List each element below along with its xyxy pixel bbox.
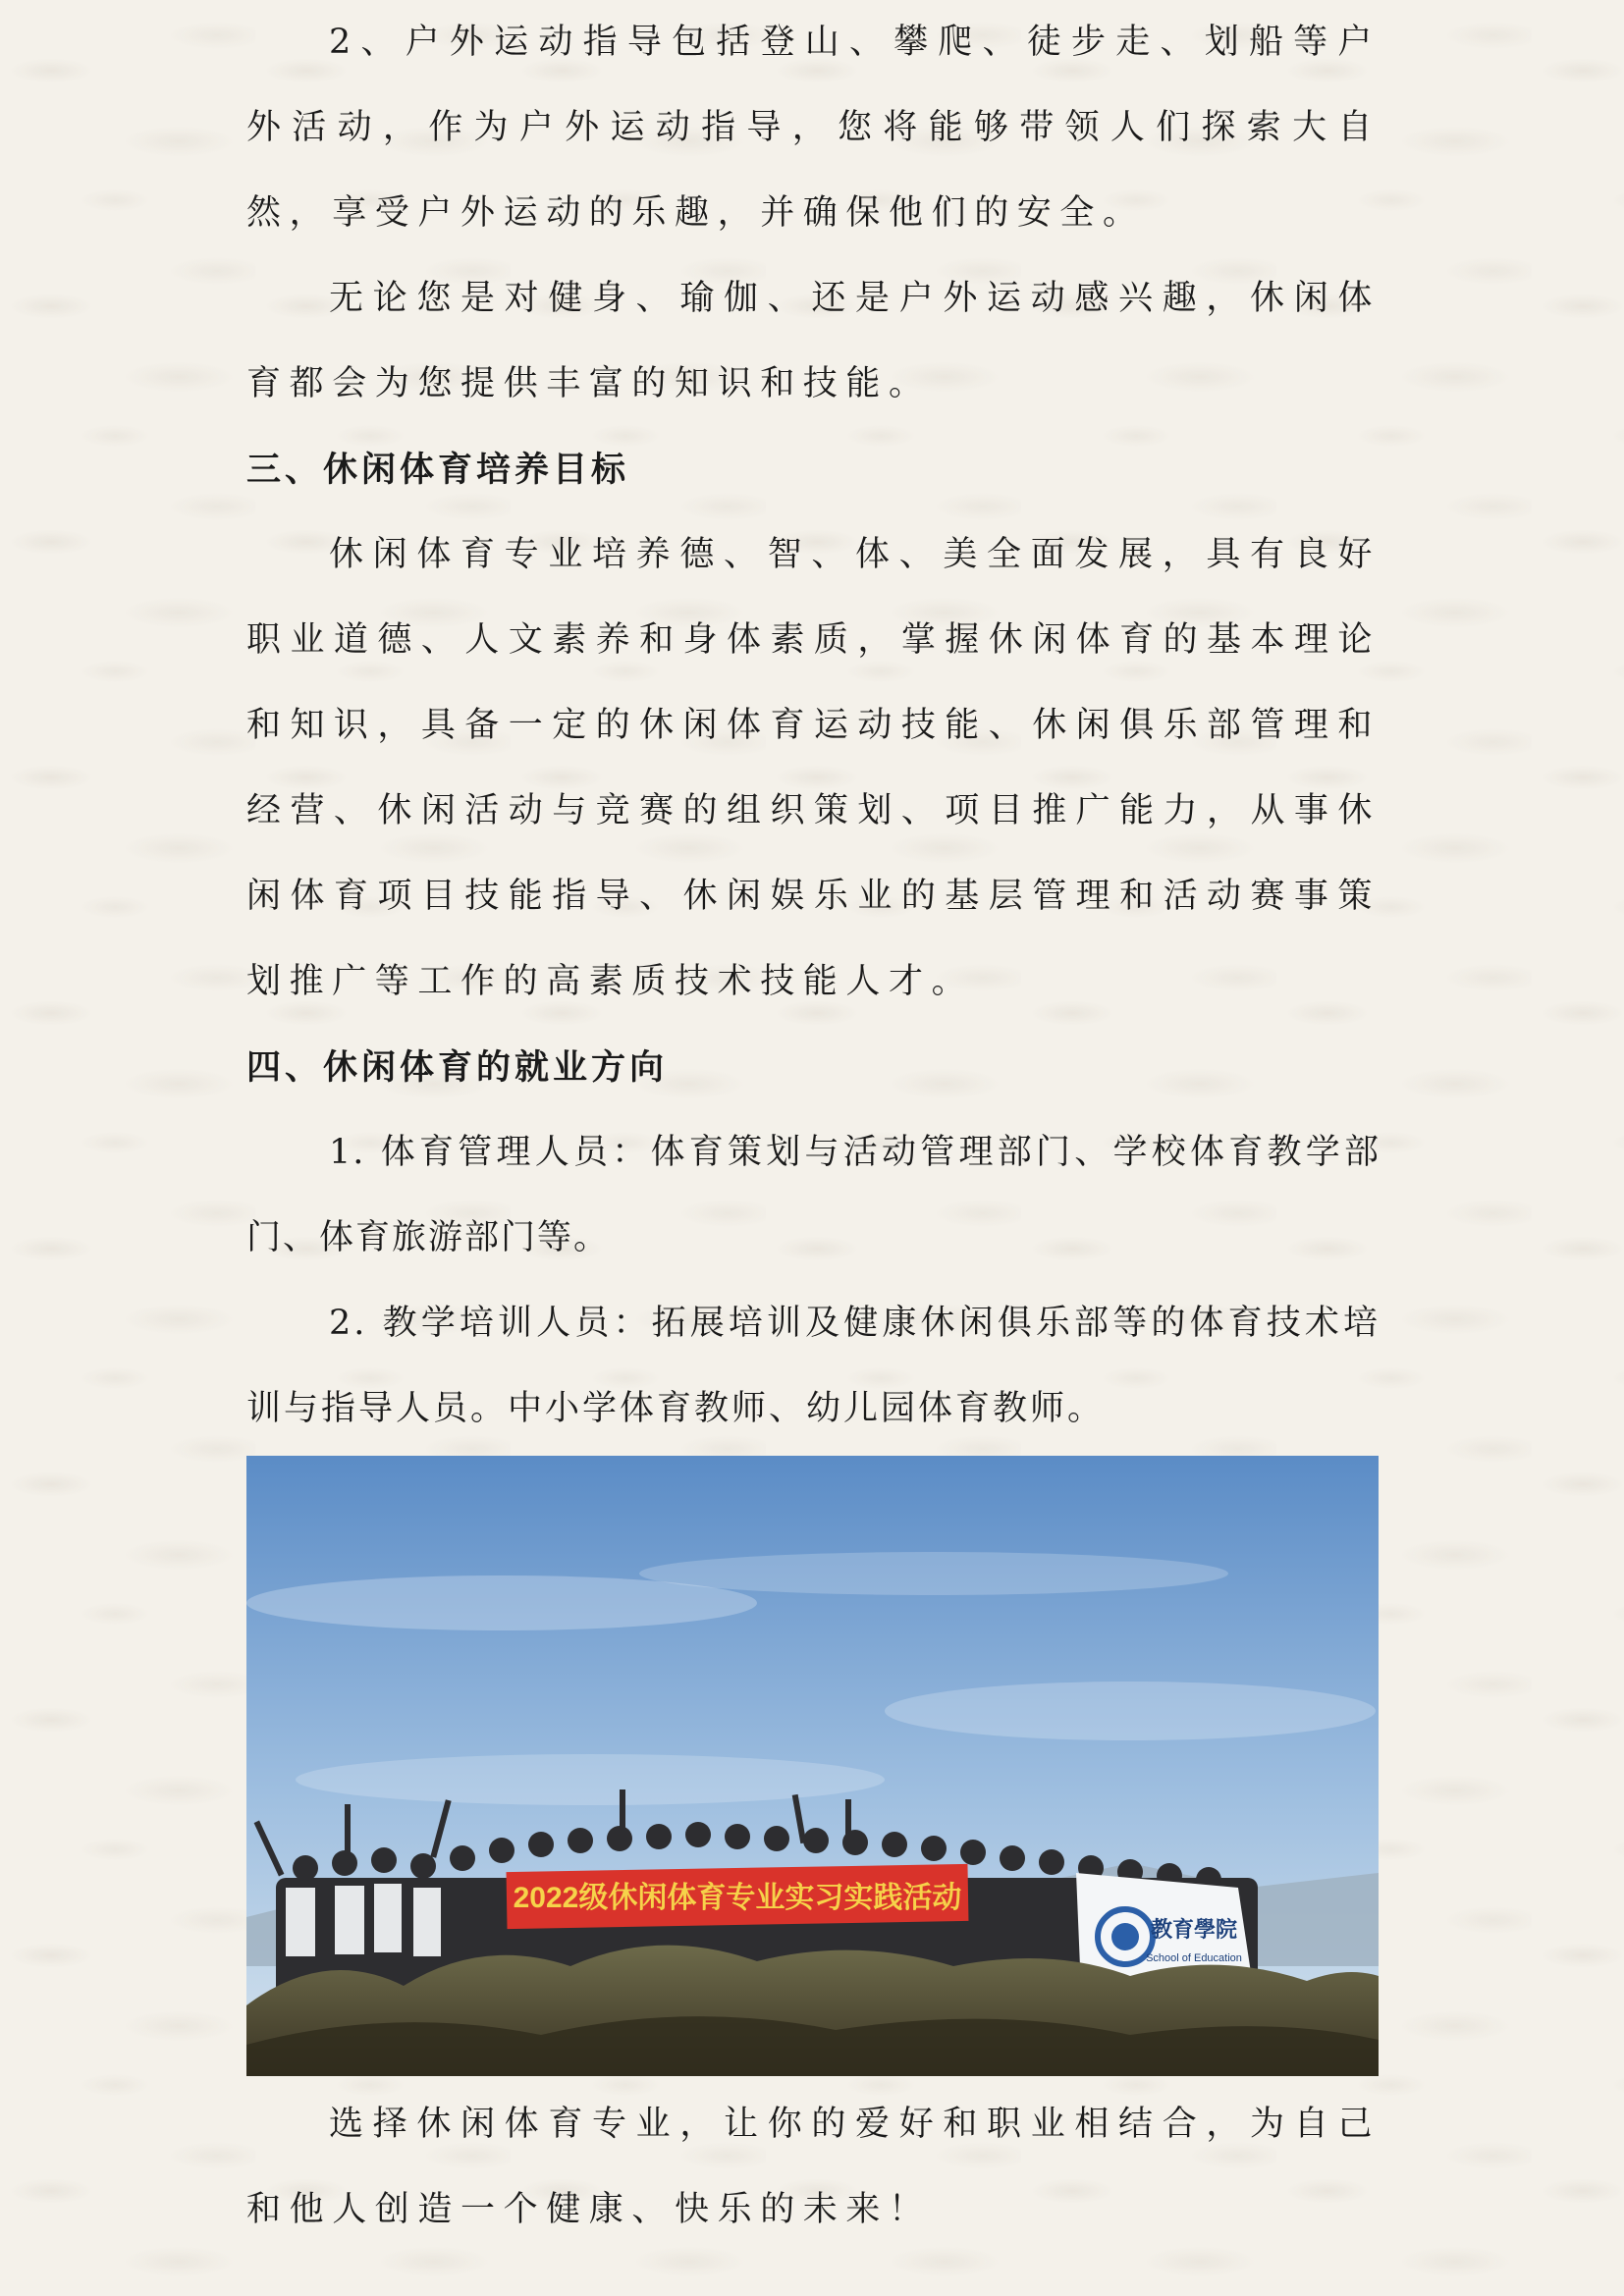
flag-subtext: School of Education: [1146, 1952, 1242, 1964]
paragraph-sports-management: 1. 体育管理人员：体育策划与活动管理部门、学校体育教学部门、体育旅游部门等。: [246, 1133, 1380, 1257]
paragraph-teaching-training: 2. 教学培训人员：拓展培训及健康休闲俱乐部等的体育技术培训与指导人员。中小学体育教师、幼儿园体育教师。: [246, 1304, 1380, 1428]
paragraph-outdoor-guidance: 2、户外运动指导包括登山、攀爬、徒步走、划船等户外活动，作为户外运动指导，您将能够带领人们探索大自然，享受户外运动的乐趣，并确保他们的安全。: [246, 23, 1380, 233]
paragraph-summary: 无论您是对健身、瑜伽、还是户外运动感兴趣，休闲体育都会为您提供丰富的知识和技能。: [246, 279, 1380, 403]
heading-training-goals: 三、休闲体育培养目标: [246, 450, 630, 490]
flag-text: 教育學院: [1150, 1917, 1238, 1943]
banner-text: 2022级休闲体育专业实习实践活动: [513, 1882, 962, 1914]
paragraph-closing: 选择休闲体育专业，让你的爱好和职业相结合，为自己和他人创造一个健康、快乐的未来！: [246, 2105, 1380, 2229]
group-photo: [246, 1456, 1379, 2076]
heading-employment-directions: 四、休闲体育的就业方向: [246, 1047, 669, 1088]
paragraph-training-goals: 休闲体育专业培养德、智、体、美全面发展，具有良好职业道德、人文素养和身体素质，掌握休闲体育的基本理论和知识，具备一定的休闲体育运动技能、休闲俱乐部管理和经营、休闲活动与竞赛的组织策划、项目推广能力，从事休闲体育项目技能指导、休闲娱乐业的基层管理和活动赛事策划推广等工作的高素质技术技能人才。: [246, 535, 1380, 1001]
